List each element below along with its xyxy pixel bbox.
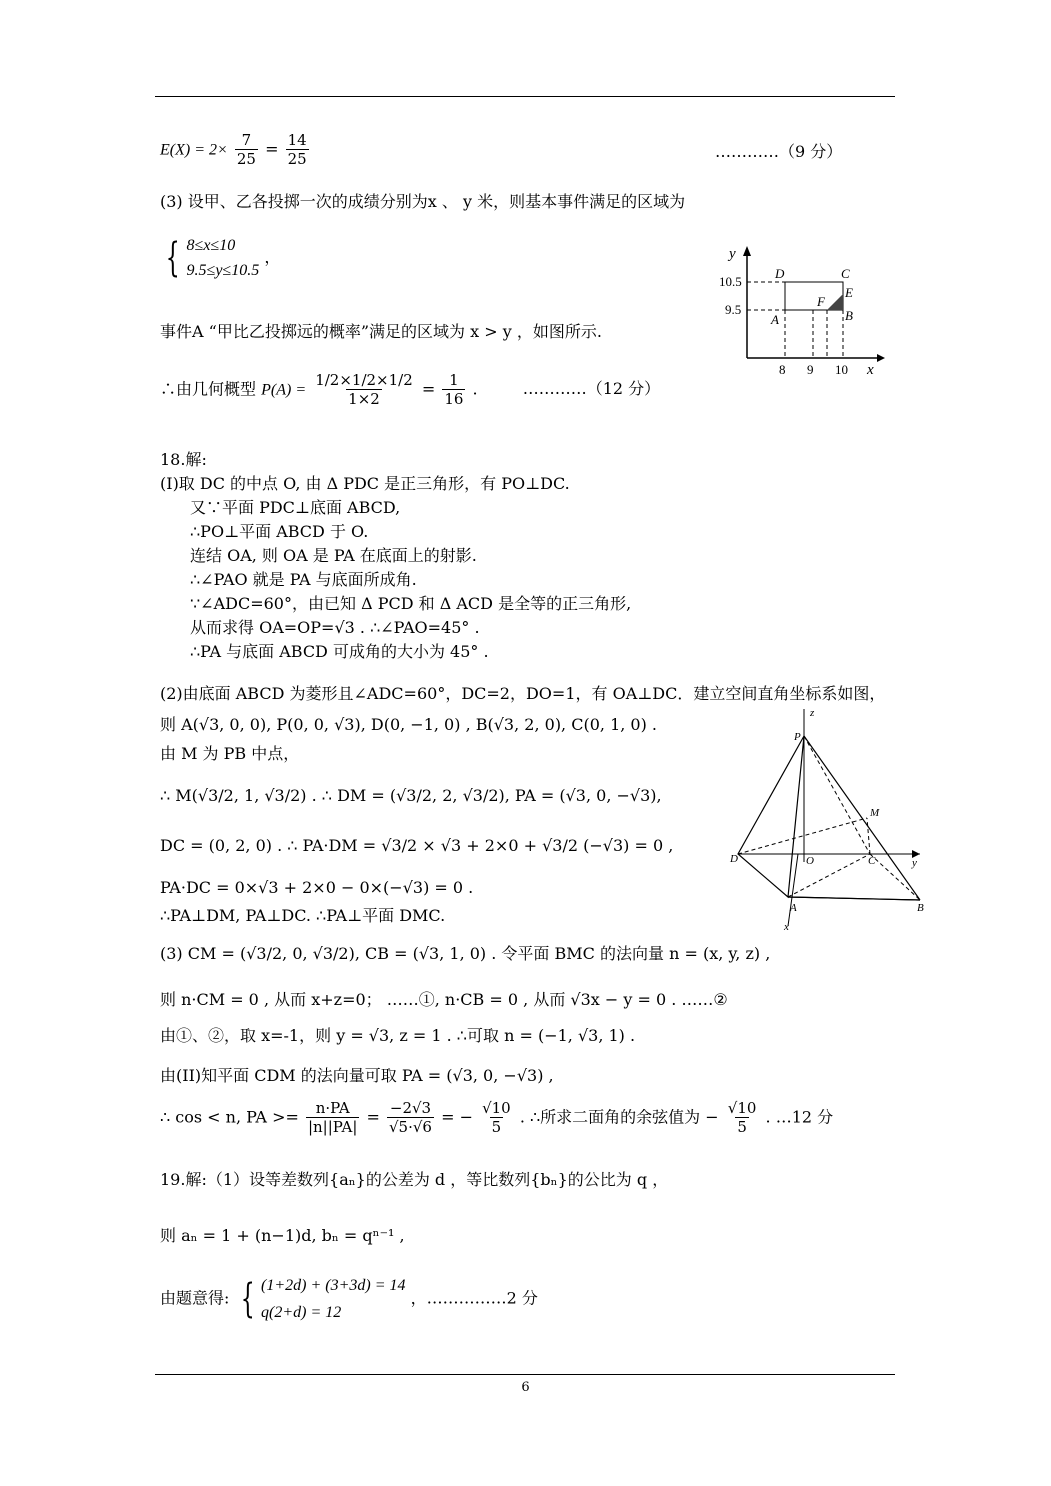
x-tick: 9 [807, 362, 814, 377]
q19-line: 19.解:（1）设等差数列{aₙ}的公差为 d ，等比数列{bₙ}的公比为 q ， [160, 1170, 669, 1189]
fraction: $\frac{7}{25}$ [236, 131, 256, 168]
y-axis-label: y [729, 246, 736, 262]
probability-line: ∴由几何概型 P(A) = $\frac{1/2\times 1/2\times 1/2}{1\times 2}$ = $\frac{1}{16}$ . …………（12 分） [160, 371, 661, 408]
header-rule [155, 96, 895, 97]
expectation-formula: E(X) = 2× $\frac{7}{25}$ = $\frac{14}{25}$ [160, 131, 307, 168]
x-axis-label: x [867, 362, 874, 378]
q18-line: 又∵平面 PDC⊥底面 ABCD, [190, 498, 401, 517]
q18-line: (3) CM = (√3/2, 0, √3/2), CB = (√3, 1, 0) . 令平面 BMC 的法向量 n = (x, y, z) , [160, 944, 771, 963]
sys-line-2: 9.5≤y≤10.5 [186, 262, 260, 280]
pyramid-figure [728, 702, 938, 934]
page-number: 6 [521, 1380, 530, 1395]
y-tick: 10.5 [719, 274, 742, 289]
q18-line: 由(II)知平面 CDM 的法向量可取 PA = (√3, 0, −√3) , [160, 1066, 554, 1085]
fraction: $\frac{n\cdot PA}{|n||PA|}$ [307, 1099, 358, 1136]
region-graph [715, 240, 890, 380]
q18-line: 由 M 为 PB 中点， [160, 744, 300, 763]
event-text: 事件A “甲比乙投掷远的概率”满足的区域为 x > y ，如图所示. [160, 322, 602, 341]
point-label: A [790, 902, 797, 914]
point-label: B [845, 308, 853, 323]
point-label: x [784, 921, 789, 933]
q18-line: ∵∠ADC=60°，由已知 Δ PCD 和 Δ ACD 是全等的正三角形, [190, 594, 632, 613]
q18-line: ∴PA 与底面 ABCD 可成角的大小为 45° . [190, 642, 489, 661]
point-label: z [810, 707, 815, 719]
score-9: …………（9 分） [715, 142, 843, 161]
q18-line: DC = (0, 2, 0) . ∴ PA·DM = √3/2 × √3 + 2×0 + √3/2 (−√3) = 0 , [160, 836, 674, 855]
point-label: M [870, 807, 880, 819]
q18-line: (I)取 DC 的中点 O, 由 Δ PDC 是正三角形，有 PO⊥DC. [160, 474, 570, 493]
q19-line: 则 aₙ = 1 + (n−1)d, bₙ = qⁿ⁻¹ , [160, 1226, 405, 1245]
q18-line: ∴ M(√3/2, 1, √3/2) . ∴ DM = (√3/2, 2, √3/2), PA = (√3, 0, −√3), [160, 786, 662, 805]
cosine-line: ∴ cos < n, PA >= $\frac{n\cdot PA}{|n||PA|}$ = $\frac{-2√3}{√5\cdot√6}$ = − $\frac{√10}{5}$ . ∴所求二面角的余弦值为 − $\frac{√10}{5}$ . …12 分 [160, 1099, 834, 1136]
point-label: E [845, 285, 853, 300]
point-label: B [917, 902, 924, 914]
fraction: $\frac{√10}{5}$ [482, 1099, 511, 1136]
q19-system: 由题意得: { (1+2d) + (3+3d) = 14 q(2+d) = 12 ，……………2 分 [160, 1276, 538, 1323]
q18-line: 则 n·CM = 0 , 从而 x+z=0； ……①, n·CB = 0 , 从而 √3x − y = 0 . ……② [160, 990, 728, 1009]
x-tick: 10 [835, 362, 848, 377]
point-label: O [806, 855, 814, 867]
q18-line: ∴PO⊥平面 ABCD 于 O. [190, 522, 369, 541]
x-tick: 8 [779, 362, 786, 377]
q18-line: 连结 OA, 则 OA 是 PA 在底面上的射影. [190, 546, 477, 565]
fraction: $\frac{14}{25}$ [287, 131, 307, 168]
point-label: y [912, 857, 917, 869]
q18-head: 18.解: [160, 450, 207, 469]
fraction: $\frac{1/2\times 1/2\times 1/2}{1\times 2}$ [315, 371, 413, 408]
region-system: { 8≤x≤10 9.5≤y≤10.5 ， [165, 235, 281, 282]
point-label: C [868, 855, 876, 867]
q18-line: 则 A(√3, 0, 0), P(0, 0, √3), D(0, −1, 0) , B(√3, 2, 0), C(0, 1, 0) . [160, 715, 658, 734]
sys-line-1: (1+2d) + (3+3d) = 14 [261, 1277, 406, 1294]
q18-line: (2)由底面 ABCD 为菱形且∠ADC=60°，DC=2，DO=1，有 OA⊥DC．建立空间直角坐标系如图， [160, 684, 886, 703]
sys-line-1: 8≤x≤10 [186, 237, 236, 254]
point-label: D [775, 266, 785, 281]
point-label: D [730, 853, 738, 865]
part3-text: (3) 设甲、乙各投掷一次的成绩分别为x 、 y 米，则基本事件满足的区域为 [160, 192, 686, 211]
fraction: $\frac{1}{16}$ [444, 371, 464, 408]
ex-expr: E(X) = 2× [160, 141, 228, 159]
footer-rule [155, 1374, 895, 1375]
point-label: C [841, 266, 850, 281]
q18-line: ∴PA⊥DM, PA⊥DC. ∴PA⊥平面 DMC. [160, 906, 446, 925]
point-label: P [794, 731, 801, 743]
point-label: A [771, 312, 779, 327]
q18-line: PA·DC = 0×√3 + 2×0 − 0×(−√3) = 0 . [160, 878, 474, 897]
score-12: …………（12 分） [522, 379, 661, 399]
q18-line: 从而求得 OA=OP=√3 . ∴∠PAO=45° . [190, 618, 480, 637]
point-label: F [817, 294, 825, 309]
fraction: $\frac{√10}{5}$ [727, 1099, 757, 1136]
y-tick: 9.5 [725, 302, 742, 317]
q18-line: ∴∠PAO 就是 PA 与底面所成角. [190, 570, 417, 589]
fraction: $\frac{-2√3}{√5\cdot√6}$ [389, 1099, 432, 1136]
q18-line: 由①、②，取 x=-1，则 y = √3, z = 1 . ∴可取 n = (−1, √3, 1) . [160, 1026, 636, 1045]
sys-line-2: q(2+d) = 12 [261, 1304, 342, 1322]
